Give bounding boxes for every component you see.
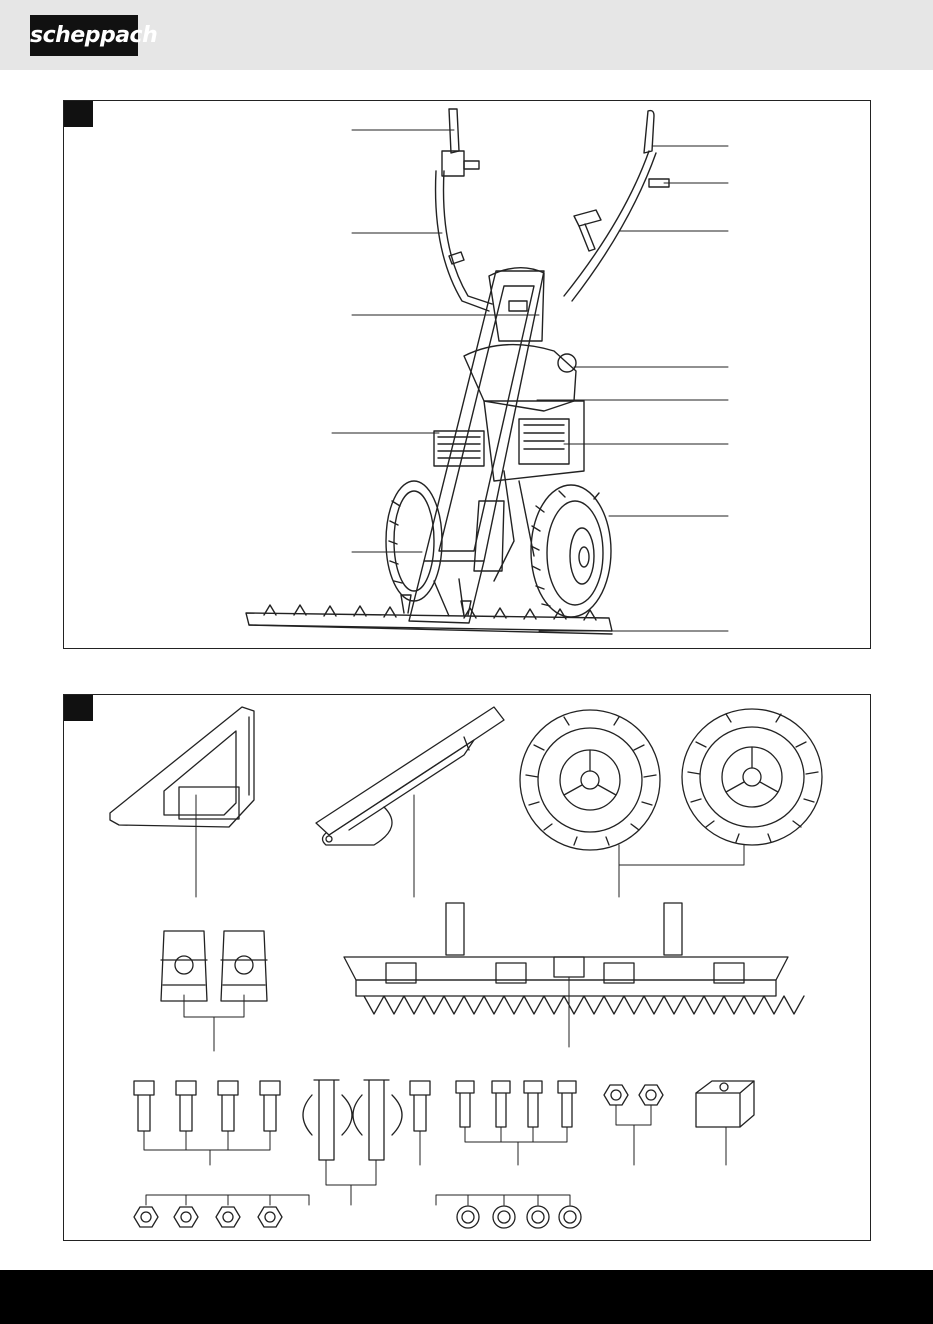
clamp-pair [161, 931, 267, 1051]
hex-screws [456, 1081, 576, 1165]
wheel-part-2 [682, 709, 822, 845]
figure-1-drawing [64, 101, 870, 648]
figure-1-callouts [332, 130, 728, 631]
main-frame [409, 268, 544, 623]
figure-2-panel [63, 694, 871, 1241]
wheel-part-1 [520, 710, 660, 850]
cutter-bar-part [344, 903, 804, 1047]
flange-screws [134, 1081, 280, 1165]
bottom-nuts-left [134, 1195, 309, 1227]
left-wheel [386, 481, 442, 601]
handlebars [436, 109, 669, 311]
figure-1-panel [63, 100, 871, 649]
figure-2-top-callouts [196, 795, 744, 897]
pins-with-clips [303, 1080, 402, 1205]
nut-pair [604, 1085, 663, 1165]
brand-logo [30, 15, 158, 56]
cutter-bar [246, 595, 612, 634]
right-wheel [531, 485, 611, 617]
footer-bar [0, 1270, 933, 1324]
engine-body [434, 345, 584, 581]
guard-part [110, 707, 254, 827]
single-bolt [410, 1081, 430, 1165]
bottom-nuts-right [436, 1195, 581, 1228]
brand-logo-text: scheppach [30, 23, 158, 48]
rail-part [316, 707, 504, 845]
figure-2-drawing [64, 695, 870, 1240]
square-block [696, 1081, 754, 1165]
